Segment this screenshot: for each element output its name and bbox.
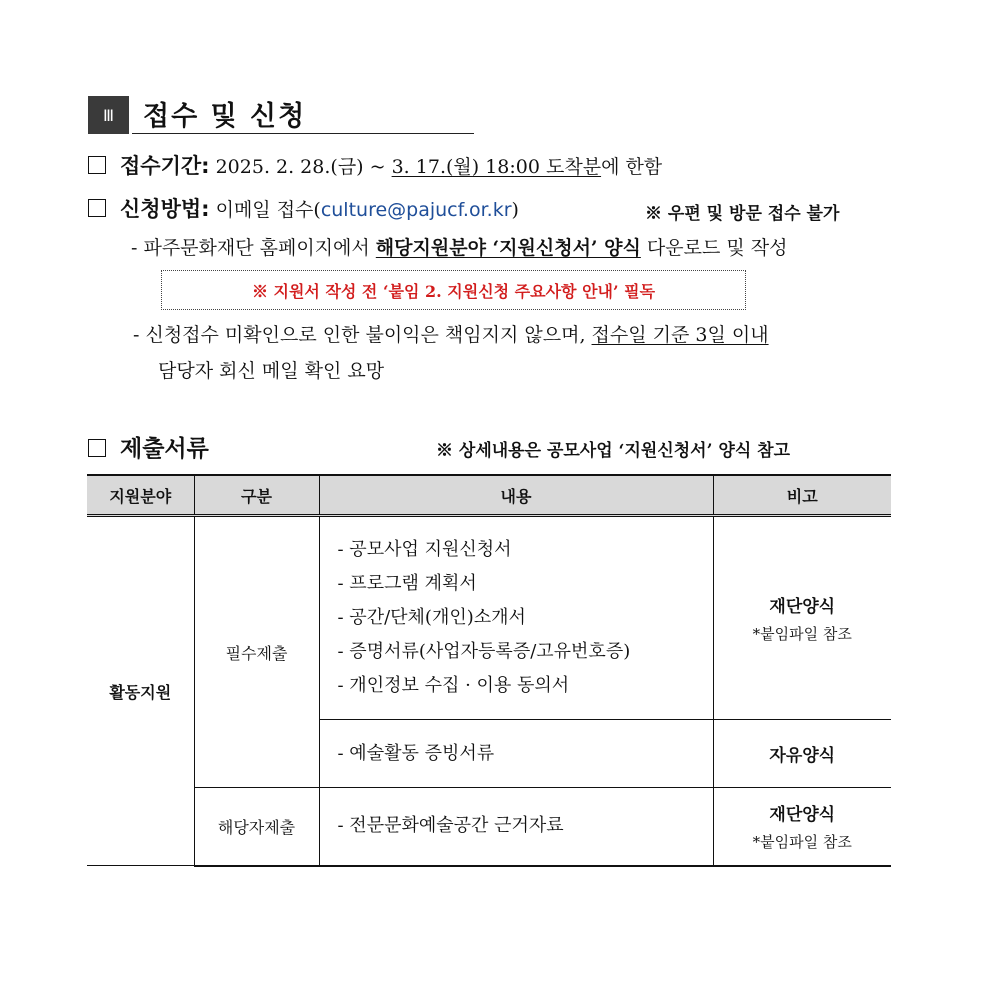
checkbox-square-icon [88,439,106,457]
cell-required-label: 필수제출 [194,516,319,788]
bullet-download [131,233,787,260]
cell-required-items [319,516,713,720]
remark-title: 자유양식 [769,746,836,766]
section-title: 접수 및 신청 [143,101,307,132]
list-item: - 공모사업 지원신청서 [337,539,512,560]
email-link[interactable]: culture@pajucf.or.kr [320,199,512,221]
header-category: 구분 [194,475,319,516]
list-item: - 증명서류(사업자등록증/고유번호증) [337,641,631,662]
period-text-a: 2025. 2. 28.(금) ~ [209,156,392,178]
method-note: ※ 우편 및 방문 접수 불가 [645,204,840,224]
remark-title: 재단양식 [769,805,836,826]
header-field: 지원분야 [87,475,194,516]
list-item: - 예술활동 증빙서류 [337,742,495,764]
bullet-download-prefix: - 파주문화재단 홈페이지에서 [131,237,376,259]
method-row [88,193,519,223]
bullet-download-bold: 해당지원분야 ‘지원신청서’ 양식 [375,237,641,259]
remark-note: *붙임파일 참조 [752,833,852,852]
cell-applicable-remark [713,788,891,866]
table-row [87,788,891,866]
cell-applicable-item [319,788,713,866]
cell-art-item [319,720,713,788]
bullet-confirm-line2: 담당자 회신 메일 확인 요망 [158,360,385,382]
bullet-confirm-a: - 신청접수 미확인으로 인한 불이익은 책임지지 않으며, [133,324,592,346]
section-number: Ⅲ [102,105,115,125]
period-deadline: 3. 17.(월) 18:00 도착분 [391,156,602,178]
cell-art-remark [713,720,891,788]
table-row [87,516,891,720]
list-item: - 공간/단체(개인)소개서 [337,607,526,628]
notice-box [161,270,746,310]
section-number-badge [88,96,129,134]
documents-table [87,474,891,867]
remark-title: 재단양식 [769,597,836,617]
remark-note: *붙임파일 참조 [752,625,852,643]
list-item: - 프로그램 계획서 [337,573,477,594]
docs-note: ※ 상세내용은 공모사업 ‘지원신청서’ 양식 참고 [436,441,791,461]
notice-text: ※ 지원서 작성 전 ‘붙임 2. 지원신청 주요사항 안내’ 필독 [251,281,656,301]
docs-row [88,430,209,463]
docs-label: 제출서류 [120,436,209,462]
list-item: - 개인정보 수집 · 이용 동의서 [337,675,570,696]
checkbox-square-icon [88,156,106,174]
header-content: 내용 [319,475,713,516]
section-underline [132,133,474,134]
header-remark: 비고 [713,475,891,516]
bullet-download-suffix: 다운로드 및 작성 [640,237,788,259]
cell-applicable-label: 해당자제출 [194,788,319,866]
method-text-a: 이메일 접수( [209,199,321,221]
cell-field: 활동지원 [87,516,194,866]
method-label: 신청방법: [120,197,210,221]
bullet-confirm-u: 접수일 기준 3일 이내 [591,324,769,346]
cell-required-remark [713,516,891,720]
period-text-b: 에 한함 [601,156,663,178]
bullet-confirm [133,320,769,347]
list-item: - 전문문화예술공간 근거자료 [337,815,564,837]
checkbox-square-icon [88,199,106,217]
period-row [88,150,662,180]
period-label: 접수기간: [120,154,210,178]
table-header-row [87,475,891,516]
method-text-b: ) [511,199,519,221]
